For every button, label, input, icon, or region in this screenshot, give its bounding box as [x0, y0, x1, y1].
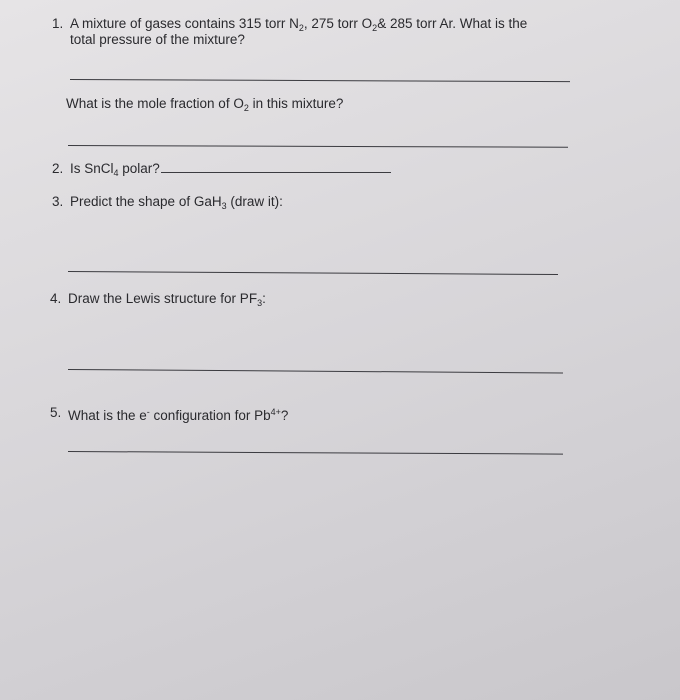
q4-text: Draw the Lewis structure for $PF_3$:: [68, 291, 266, 308]
q3-number: 3.: [52, 194, 64, 209]
q1-subquestion-text: What is the mole fraction of $O_2$ in this mixture?: [66, 96, 344, 113]
q1-text-line1: A mixture of gases contains 315 torr $N_2$, 275 torr $O_2\&$ 285 torr Ar. What is the: [70, 16, 528, 33]
q4-number: 4.: [50, 291, 62, 306]
q2-answer-line[interactable]: [161, 161, 391, 173]
q1-mole-fraction-answer-line[interactable]: [68, 145, 568, 148]
q2-number: 2.: [52, 161, 64, 176]
q1-text-line2: total pressure of the mixture?: [70, 32, 245, 47]
q1-number: 1.: [52, 16, 64, 31]
q1-answer-line[interactable]: [70, 79, 570, 82]
q3-answer-line[interactable]: [68, 271, 558, 275]
q5-answer-line[interactable]: [68, 451, 563, 455]
q5-number: 5.: [50, 405, 62, 420]
q4-answer-line[interactable]: [68, 369, 563, 373]
q2-text: Is SnCl$_4$ polar?: [70, 160, 391, 182]
q5-text: What is the e- configuration for $Pb^{4+}$?: [68, 407, 289, 423]
q3-text: Predict the shape of GaH$_3$ (draw it):: [70, 194, 283, 211]
